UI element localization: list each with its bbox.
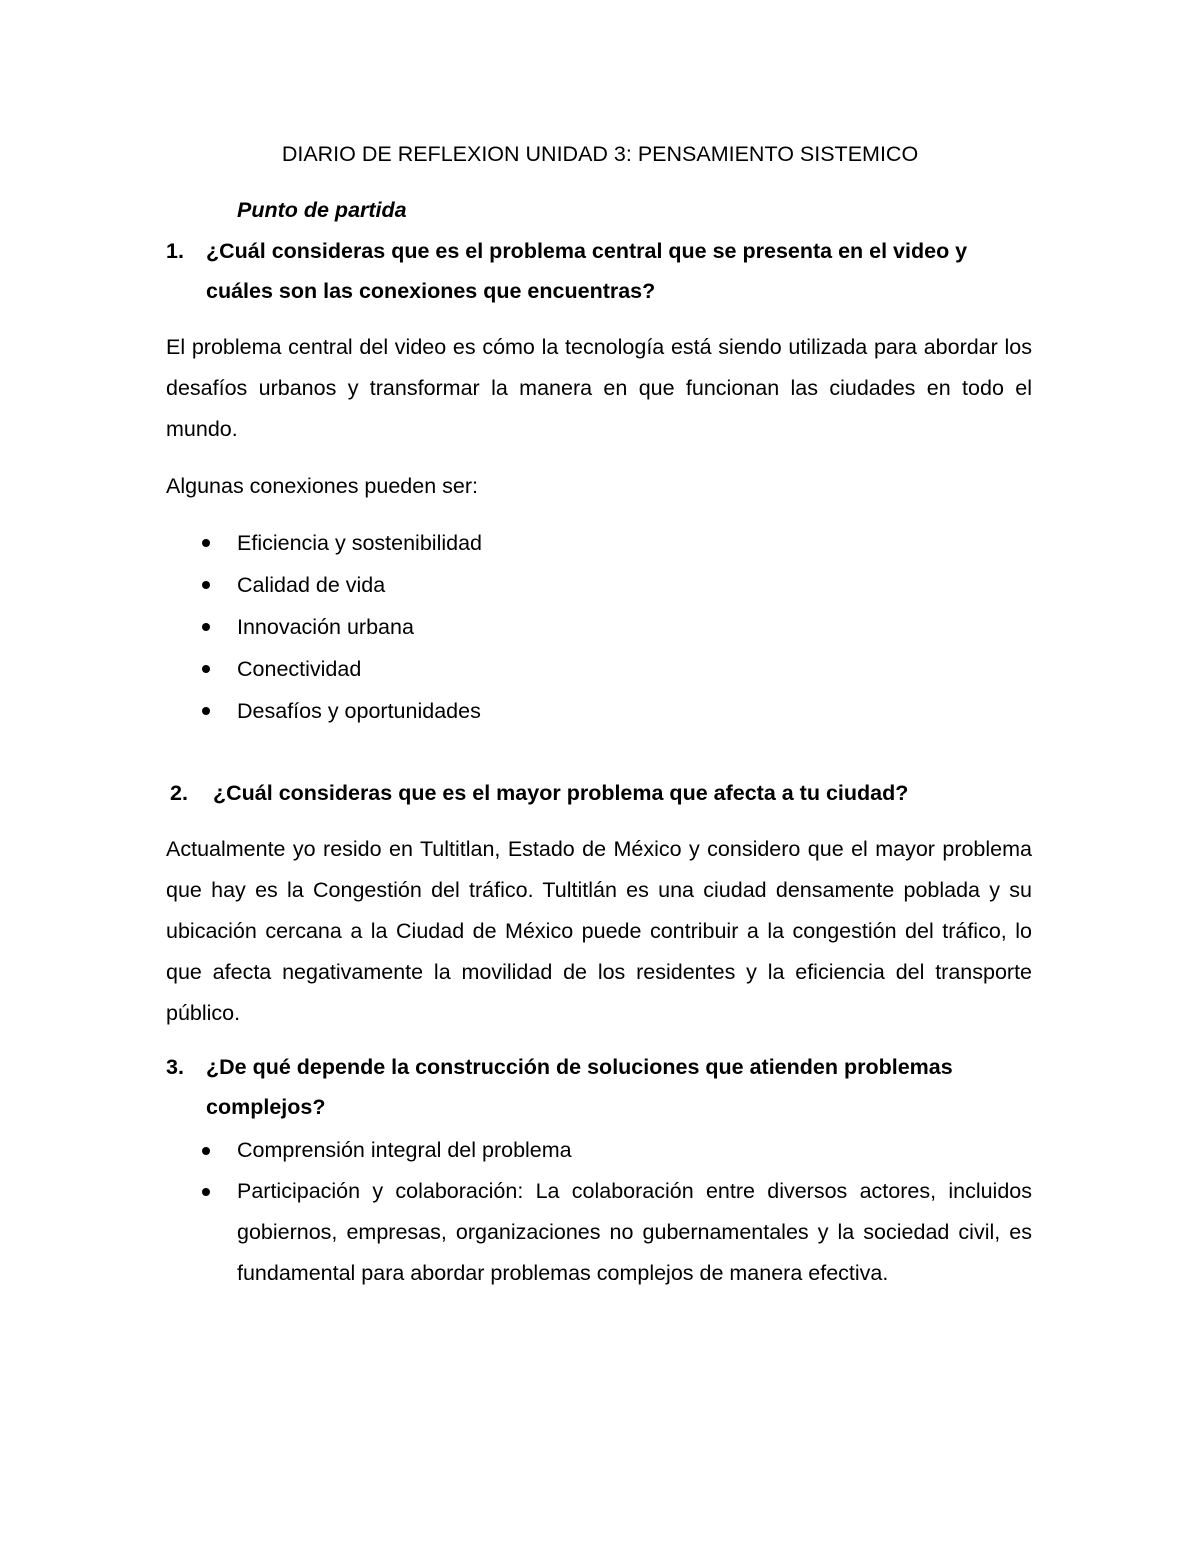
answer-1-intro: Algunas conexiones pueden ser: <box>166 474 478 498</box>
answer-1-bullet-list <box>166 522 1032 732</box>
list-item-text: Comprensión integral del problema <box>237 1138 572 1162</box>
list-item-text: Innovación urbana <box>237 615 414 639</box>
list-item <box>166 606 1032 648</box>
document-title: DIARIO DE REFLEXION UNIDAD 3: PENSAMIENTO SISTEMICO <box>281 142 919 166</box>
question-3-number: 3. <box>166 1055 184 1079</box>
bullet-icon <box>202 707 210 715</box>
bullet-icon <box>202 581 210 589</box>
bullet-icon <box>202 665 210 673</box>
question-1-text: ¿Cuál consideras que es el problema central que se presenta en el video y cuáles son las conexiones que encuentras? <box>206 239 968 303</box>
list-item <box>166 1171 1032 1294</box>
question-2-number: 2. <box>170 781 188 805</box>
bullet-icon <box>202 1188 210 1196</box>
question-2 <box>166 773 1032 813</box>
answer-3-bullet-list <box>166 1130 1032 1294</box>
answer-2-paragraph: Actualmente yo resido en Tultitlan, Estado de México y considero que el mayor problema que hay es la Congestión del tráfico. Tultitlán es una ciudad densamente poblada y su ubicación cercana a la Ciudad de México puede contribuir a la congestión del tráfico, lo que afecta negativamente la movilidad de los residentes y la eficiencia del transporte público. <box>166 837 1032 1025</box>
list-item-text: Conectividad <box>237 657 362 681</box>
bullet-icon <box>202 1147 210 1155</box>
section-subtitle: Punto de partida <box>237 198 407 222</box>
question-1-number: 1. <box>166 239 184 263</box>
question-3-text: ¿De qué depende la construcción de soluciones que atienden problemas complejos? <box>206 1055 953 1119</box>
question-3 <box>166 1047 1032 1127</box>
list-item-text: Eficiencia y sostenibilidad <box>237 531 482 555</box>
list-item <box>166 1130 1032 1171</box>
list-item <box>166 648 1032 690</box>
list-item-text: Calidad de vida <box>237 573 386 597</box>
list-item-text: Desafíos y oportunidades <box>237 699 481 723</box>
bullet-icon <box>202 539 210 547</box>
list-item-text: Participación y colaboración: La colaboración entre diversos actores, incluidos gobiernos, empresas, organizaciones no gubernamentales y la sociedad civil, es fundamental para abordar problemas complejos de manera efectiva. <box>237 1179 1032 1285</box>
question-2-text: ¿Cuál consideras que es el mayor problema que afecta a tu ciudad? <box>213 781 909 805</box>
list-item <box>166 690 1032 732</box>
answer-1-paragraph: El problema central del video es cómo la tecnología está siendo utilizada para abordar los desafíos urbanos y transformar la manera en que funcionan las ciudades en todo el mundo. <box>166 335 1032 441</box>
list-item <box>166 564 1032 606</box>
bullet-icon <box>202 623 210 631</box>
question-1 <box>166 231 1032 311</box>
list-item <box>166 522 1032 564</box>
